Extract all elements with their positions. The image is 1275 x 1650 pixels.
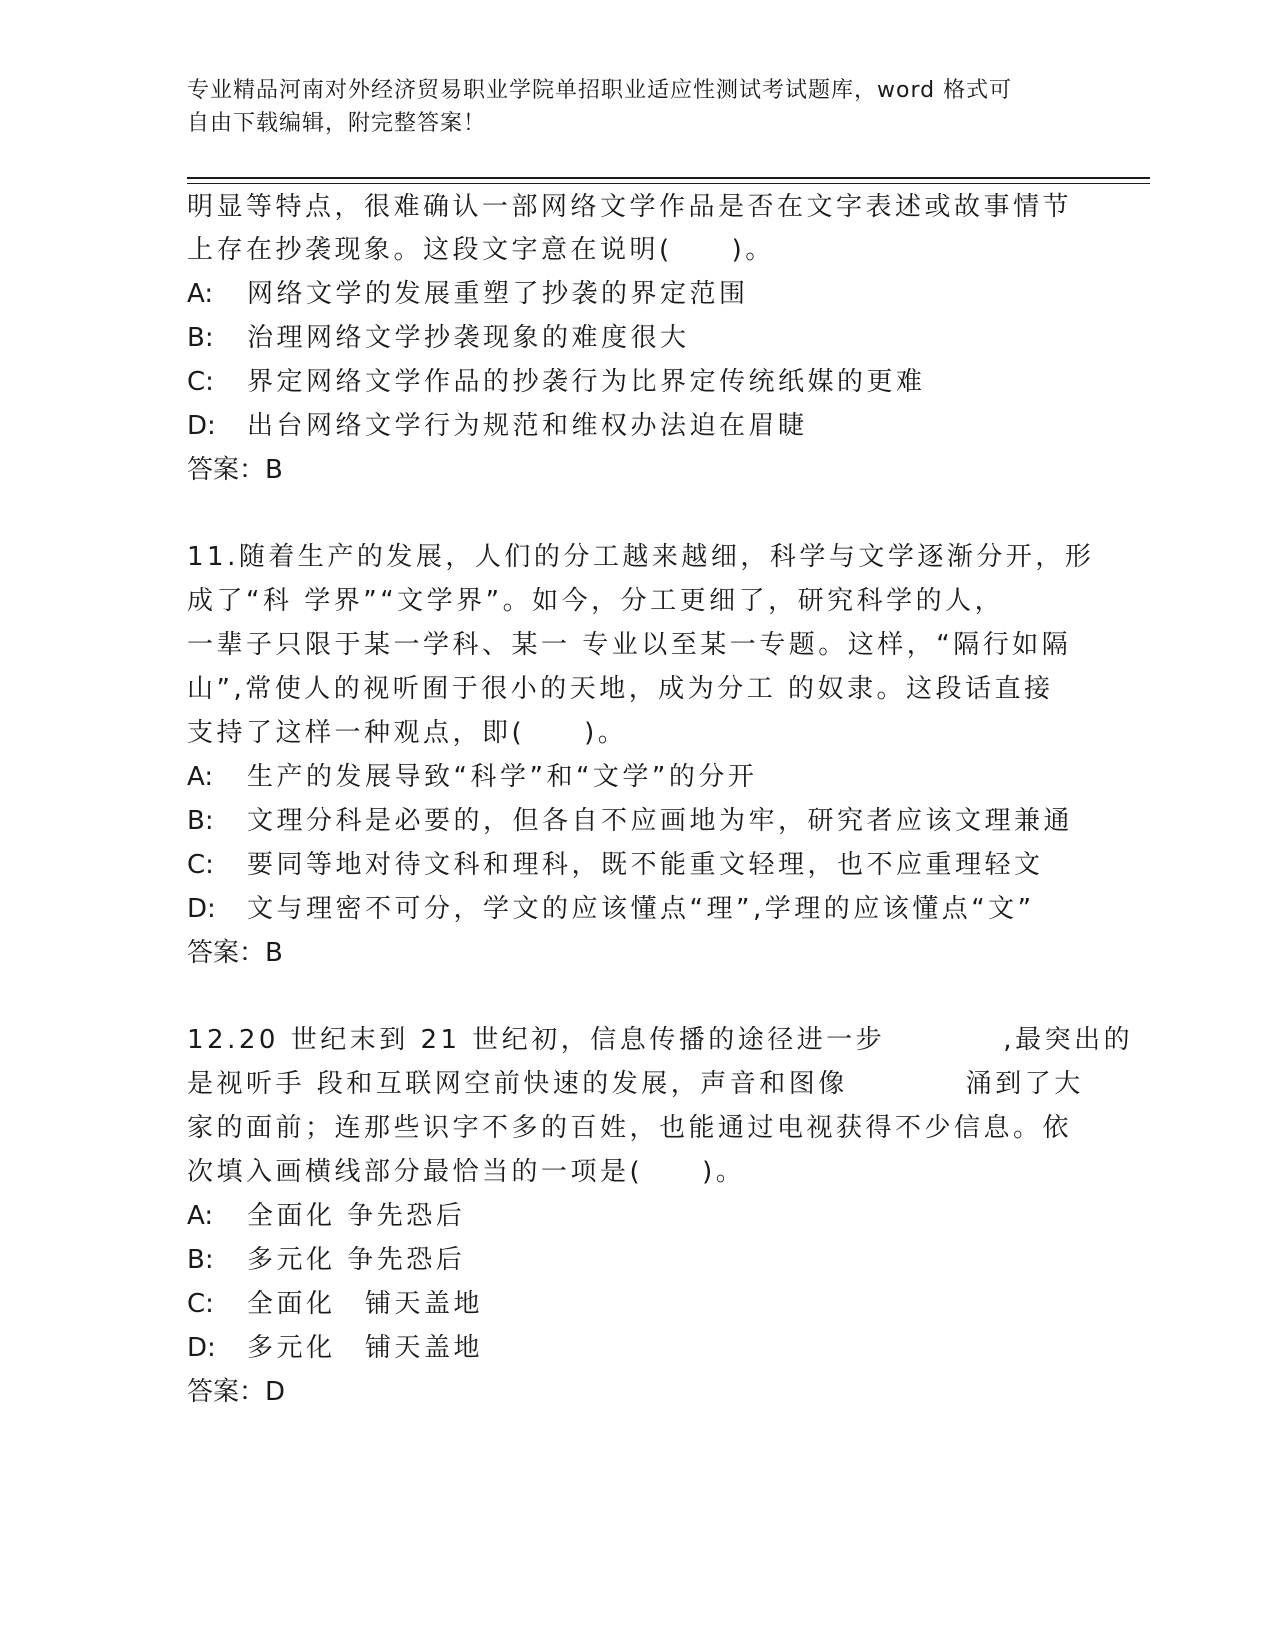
option-text: 出台网络文学行为规范和维权办法迫在眉睫 [247, 411, 808, 441]
q10-stem-line: 上存在抄袭现象。这段文字意在说明( )。 [187, 235, 775, 265]
q11-stem-line: 一辈子只限于某一学科、某一 专业以至某一专题。这样，“隔行如隔 [187, 630, 1072, 660]
option-text: 网络文学的发展重塑了抄袭的界定范围 [247, 279, 749, 309]
q10-stem-line: 明显等特点，很难确认一部网络文学作品是否在文字表述或故事情节 [187, 192, 1073, 222]
option-text: 界定网络文学作品的抄袭行为比界定传统纸媒的更难 [247, 367, 926, 397]
option-letter: A: [187, 762, 214, 792]
option-letter: B: [187, 1245, 214, 1275]
option-letter: D: [187, 1333, 216, 1363]
option-text: 治理网络文学抄袭现象的难度很大 [247, 323, 690, 353]
option-text: 要同等地对待文科和理科，既不能重文轻理，也不应重理轻文 [247, 850, 1044, 880]
q10-option-b [187, 318, 690, 358]
option-text: 文与理密不可分，学文的应该懂点“理”,学理的应该懂点“文” [247, 894, 1035, 924]
q12-stem-line: 次填入画横线部分最恰当的一项是( )。 [187, 1157, 746, 1187]
header-divider-thin [187, 183, 1150, 184]
q11-option-c [187, 845, 1044, 885]
q12-stem-line: 是视听手 段和互联网空前快速的发展，声音和图像 涌到了大 [187, 1069, 1084, 1099]
option-text: 多元化 争先恐后 [247, 1245, 466, 1275]
q11-stem-line: 11.随着生产的发展，人们的分工越来越细，科学与文学逐渐分开，形 [187, 542, 1095, 572]
option-letter: B: [187, 806, 214, 836]
q12-stem-line: 家的面前；连那些识字不多的百姓，也能通过电视获得不少信息。依 [187, 1113, 1073, 1143]
q11-option-d [187, 889, 1035, 929]
q11-stem-line: 支持了这样一种观点，即( )。 [187, 718, 628, 748]
option-text: 多元化 铺天盖地 [247, 1333, 484, 1363]
header-line-1: 专业精品河南对外经济贸易职业学院单招职业适应性测试考试题库，word 格式可 [187, 78, 1013, 103]
option-letter: D: [187, 894, 216, 924]
q12-option-d [187, 1328, 483, 1368]
q10-option-c [187, 362, 926, 402]
option-text: 文理分科是必要的，但各自不应画地为牢，研究者应该文理兼通 [247, 806, 1074, 836]
q10-option-d [187, 406, 808, 446]
q11-stem-line: 成了“科 学界”“文学界”。如今，分工更细了，研究科学的人， [187, 586, 1005, 616]
option-letter: D: [187, 411, 216, 441]
option-letter: C: [187, 1289, 214, 1319]
q12-option-b [187, 1240, 465, 1280]
document-header [187, 74, 1067, 140]
option-letter: C: [187, 850, 214, 880]
option-letter: C: [187, 367, 214, 397]
q11-answer: 答案：B [187, 938, 283, 968]
q12-option-a [187, 1196, 465, 1236]
q12-stem-line: 12.20 世纪末到 21 世纪初，信息传播的途径进一步 ,最突出的 [187, 1025, 1134, 1055]
q10-answer: 答案：B [187, 455, 283, 485]
q11-stem-line: 山”,常使人的视听囿于很小的天地，成为分工 的奴隶。这段话直接 [187, 674, 1054, 704]
option-letter: A: [187, 1201, 214, 1231]
option-text: 全面化 铺天盖地 [247, 1289, 484, 1319]
option-text: 生产的发展导致“科学”和“文学”的分开 [247, 762, 758, 792]
option-letter: B: [187, 323, 214, 353]
option-letter: A: [187, 279, 214, 309]
q12-answer: 答案：D [187, 1377, 286, 1407]
option-text: 全面化 争先恐后 [247, 1201, 466, 1231]
q11-option-a [187, 757, 757, 797]
q10-option-a [187, 274, 749, 314]
q11-option-b [187, 801, 1073, 841]
header-divider-thick [187, 177, 1150, 179]
header-line-2: 自由下载编辑，附完整答案！ [187, 111, 487, 136]
q12-option-c [187, 1284, 483, 1324]
